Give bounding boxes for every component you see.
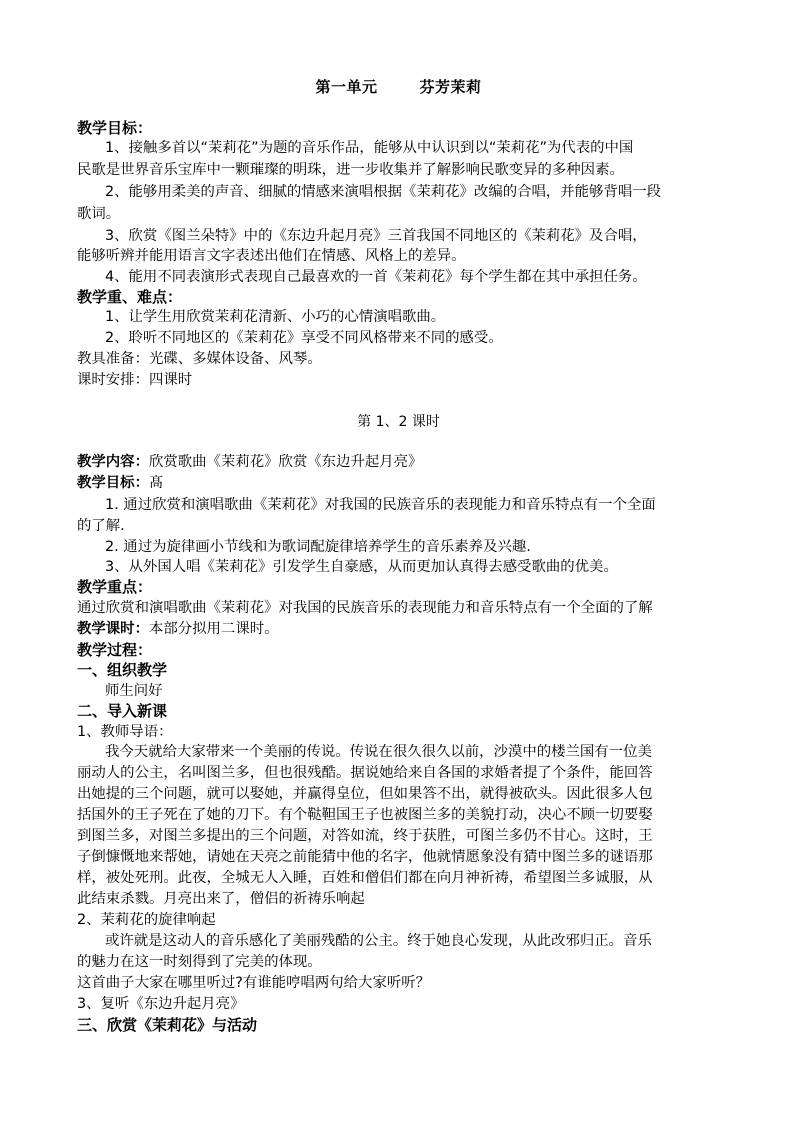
- goal-2-line-2: 歌词。: [77, 206, 121, 222]
- document-title: [77, 76, 720, 97]
- hours-text: 本部分拟用二课时。: [148, 621, 279, 637]
- unit-label: 第一单元: [315, 78, 378, 96]
- content-text: 欣赏歌曲《茉莉花》欣赏《东边升起月亮》: [148, 454, 423, 470]
- goal2-line: [77, 473, 720, 493]
- story-line-8: 此结束杀戮。月亮出来了，僧侣的祈祷乐响起: [77, 891, 365, 907]
- goal-3-line-2: 能够听辨并能用语言文字表述出他们在情感、风格上的差异。: [77, 248, 466, 264]
- lesson-goal-3: 3、从外国人唱《茉莉花》引发学生自豪感，从而更加认真得去感受歌曲的优美。: [105, 559, 618, 575]
- music-line-1: 或许就是这动人的音乐感化了美丽残酷的公主。终于她良心发现，从此改邪归正。音乐: [105, 933, 652, 949]
- story-line-1: 我今天就给大家带来一个美丽的传说。传说在很久很久以前，沙漠中的楼兰国有一位美: [105, 744, 652, 760]
- question-line: 这首曲子大家在哪里听过?有谁能哼唱两句给大家听听？: [77, 975, 431, 991]
- goal2-mark: 髙: [148, 475, 164, 491]
- lesson-subtitle: 第 1、2 课时: [357, 414, 440, 430]
- tools-text: 教具准备：光碟、多媒体设备、风琴。: [77, 351, 322, 367]
- music-line-2: 的魅力在这一时刻得到了完美的体现。: [77, 954, 322, 970]
- story-line-2: 丽动人的公主，名叫图兰多，但也很残酷。据说她给来自各国的求婚者提了个条件，能回答: [77, 765, 653, 781]
- hours-label: 教学课时：: [77, 621, 149, 637]
- key-2: 2、聆听不同地区的《茉莉花》享受不同风格带来不同的感受。: [105, 330, 503, 346]
- step-3-heading: 三、欣赏《茉莉花》与活动: [77, 1016, 258, 1034]
- story-line-4: 括国外的王子死在了她的刀下。有个鞑靼国王子也被图兰多的美貌打动，决心不顾一切要娶: [77, 807, 653, 823]
- content-line: [77, 452, 720, 472]
- lesson-goal-2: 2. 通过为旋律画小节线和为歌词配旋律培养学生的音乐素养及兴趣.: [105, 539, 531, 555]
- goal-1-line-1: 1、接触多首以“茉莉花”为题的音乐作品，能够从中认识到以“茉莉花”为代表的中国: [105, 140, 634, 156]
- hours-line: [77, 619, 720, 639]
- story-line-5: 到图兰多，对图兰多提出的三个问题，对答如流，终于获胜，可图兰多仍不甘心。这时，王: [77, 828, 653, 844]
- step-1-heading: 一、组织教学: [77, 661, 168, 679]
- step-2-heading: 二、导入新课: [77, 702, 168, 720]
- key-1: 1、让学生用欣赏茉莉花清新、小巧的心情演唱歌曲。: [105, 309, 446, 325]
- lesson-goal-1-line-1: 1. 通过欣赏和演唱歌曲《茉莉花》对我国的民族音乐的表现能力和音乐特点有一个全面: [105, 497, 656, 513]
- goal-2-line-1: 2、能够用柔美的声音、细腻的情感来演唱根据《茉莉花》改编的合唱，并能够背唱一段: [105, 184, 662, 200]
- story-line-7: 样，被处死刑。此夜，全城无人入睡，百姓和僧侣们都在向月神祈祷，希望图兰多诚服，从: [77, 870, 653, 886]
- lesson-goal-1-line-2: 的了解.: [77, 518, 125, 534]
- unit-name: 芬芳茉莉: [419, 78, 482, 96]
- item-1: 1、教师导语：: [77, 724, 173, 740]
- step-1-text: 师生问好: [105, 683, 163, 699]
- goal-1-line-2: 民歌是世界音乐宝库中一颗璀璨的明珠，进一步收集并了解影响民歌变异的多种因素。: [77, 162, 624, 178]
- goal-3-line-1: 3、欣赏《图兰朵特》中的《东边升起月亮》三首我国不同地区的《茉莉花》及合唱，: [105, 228, 647, 244]
- story-line-3: 出她提的三个问题，就可以娶她，并赢得皇位，但如果答不出，就得被砍头。因此很多人包: [77, 786, 653, 802]
- process-heading: 教学过程：: [77, 641, 153, 659]
- key-heading: 教学重、难点：: [77, 288, 183, 306]
- content-label: 教学内容：: [77, 454, 149, 470]
- lesson-key-text: 通过欣赏和演唱歌曲《茉莉花》对我国的民族音乐的表现能力和音乐特点有一个全面的了解: [77, 600, 653, 616]
- item-3: 3、复听《东边升起月亮》: [77, 996, 245, 1012]
- goal-4: 4、能用不同表演形式表现自己最喜欢的一首《茉莉花》每个学生都在其中承担任务。: [105, 269, 647, 285]
- goal2-label: 教学目标：: [77, 475, 149, 491]
- story-line-6: 子倒慷慨地来帮她，请她在天亮之前能猜中他的名字，他就情愿象没有猜中图兰多的谜语那: [77, 849, 653, 865]
- goal-heading: 教学目标：: [77, 119, 153, 137]
- schedule-text: 课时安排：四课时: [77, 372, 193, 388]
- lesson-key-heading: 教学重点：: [77, 578, 153, 596]
- item-2: 2、茉莉花的旋律响起: [77, 912, 216, 928]
